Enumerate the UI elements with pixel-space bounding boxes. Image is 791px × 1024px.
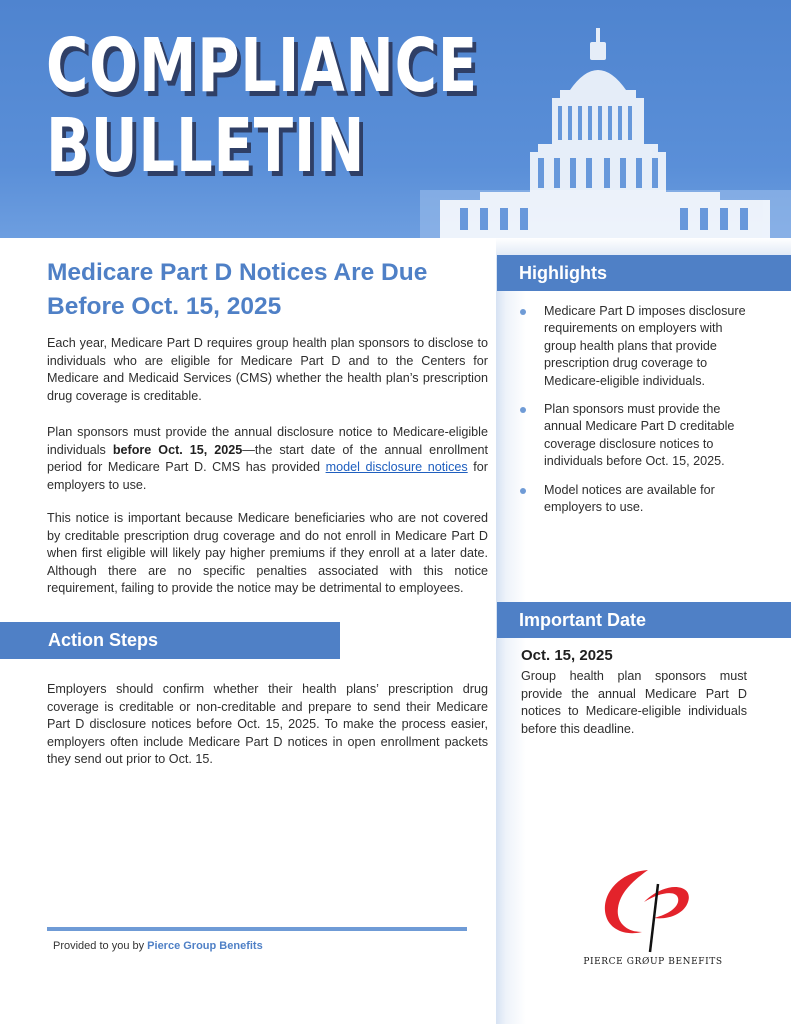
article-paragraph-2 [47,424,488,494]
footer-credit [53,940,263,952]
article-paragraph-3: This notice is important because Medicare beneficiaries who are not covered by creditable prescription drug coverage and do not enroll in Medicare Part D when first eligible will likely pay higher premiums if they enroll at a later date. Although there are no specific penalties associated with this notice requirement, failing to provide the notice may be detrimental to employees. [47,511,488,596]
paragraph-2-text-b: —the start date of the annual enrollment period for Medicare Part D. CMS has provided [47,442,488,475]
highlight-item: Medicare Part D imposes disclosure requirements on employers with group health plans that provide prescription drug coverage to Medicare-eligible individuals. [517,303,747,390]
important-date-body: Group health plan sponsors must provide the annual Medicare Part D notices to Medicare-eligible individuals before this deadline. [521,669,747,736]
banner-title-line-1: COMPLIANCE [46,23,478,109]
footer-divider [47,927,467,931]
deadline-emphasis: before Oct. 15, 2025 [112,442,243,457]
pierce-group-logo-icon [596,862,706,954]
paragraph-2-text-a: Plan sponsors must provide the annual disclosure notice to Medicare-eligible individuals [47,425,488,457]
important-date-value: Oct. 15, 2025 [521,647,613,664]
paragraph-2-text-c: for employers to use. [47,460,488,492]
logo-wordmark: PIERCE GRØUP BENEFITS [583,957,723,967]
highlight-item: Model notices are available for employers to use. [517,482,747,517]
action-steps-body: Employers should confirm whether their health plans’ prescription drug coverage is creditable or non-creditable and prepare to send their Medicare Part D disclosure notices before Oct. 15, 2025. To make the process easier, employers often include Medicare Part D notices in open enrollment packets they send out prior to Oct. 15. [47,682,488,767]
banner-title-line-2: BULLETIN [46,103,366,189]
banner-title [46,23,478,189]
highlights-list [517,303,747,527]
highlights-heading: Highlights [497,255,791,291]
action-steps-heading: Action Steps [0,622,340,659]
model-disclosure-notices-link[interactable]: model disclosure notices [325,460,468,475]
highlight-item: Plan sponsors must provide the annual Medicare Part D creditable coverage disclosure notices to individuals before Oct. 15, 2025. [517,401,747,471]
header-banner [0,0,791,238]
article-paragraph-1: Each year, Medicare Part D requires group health plan sponsors to disclose to individuals who are eligible for Medicare Part D and to the Centers for Medicare and Medicaid Services (CMS) whether the health plan’s prescription drug coverage is creditable. [47,336,488,403]
footer-prefix: Provided to you by [53,940,148,952]
footer-company: Pierce Group Benefits [147,940,263,952]
article-title: Medicare Part D Notices Are Due Before Oct. 15, 2025 [47,259,428,320]
important-date-heading: Important Date [497,602,791,638]
